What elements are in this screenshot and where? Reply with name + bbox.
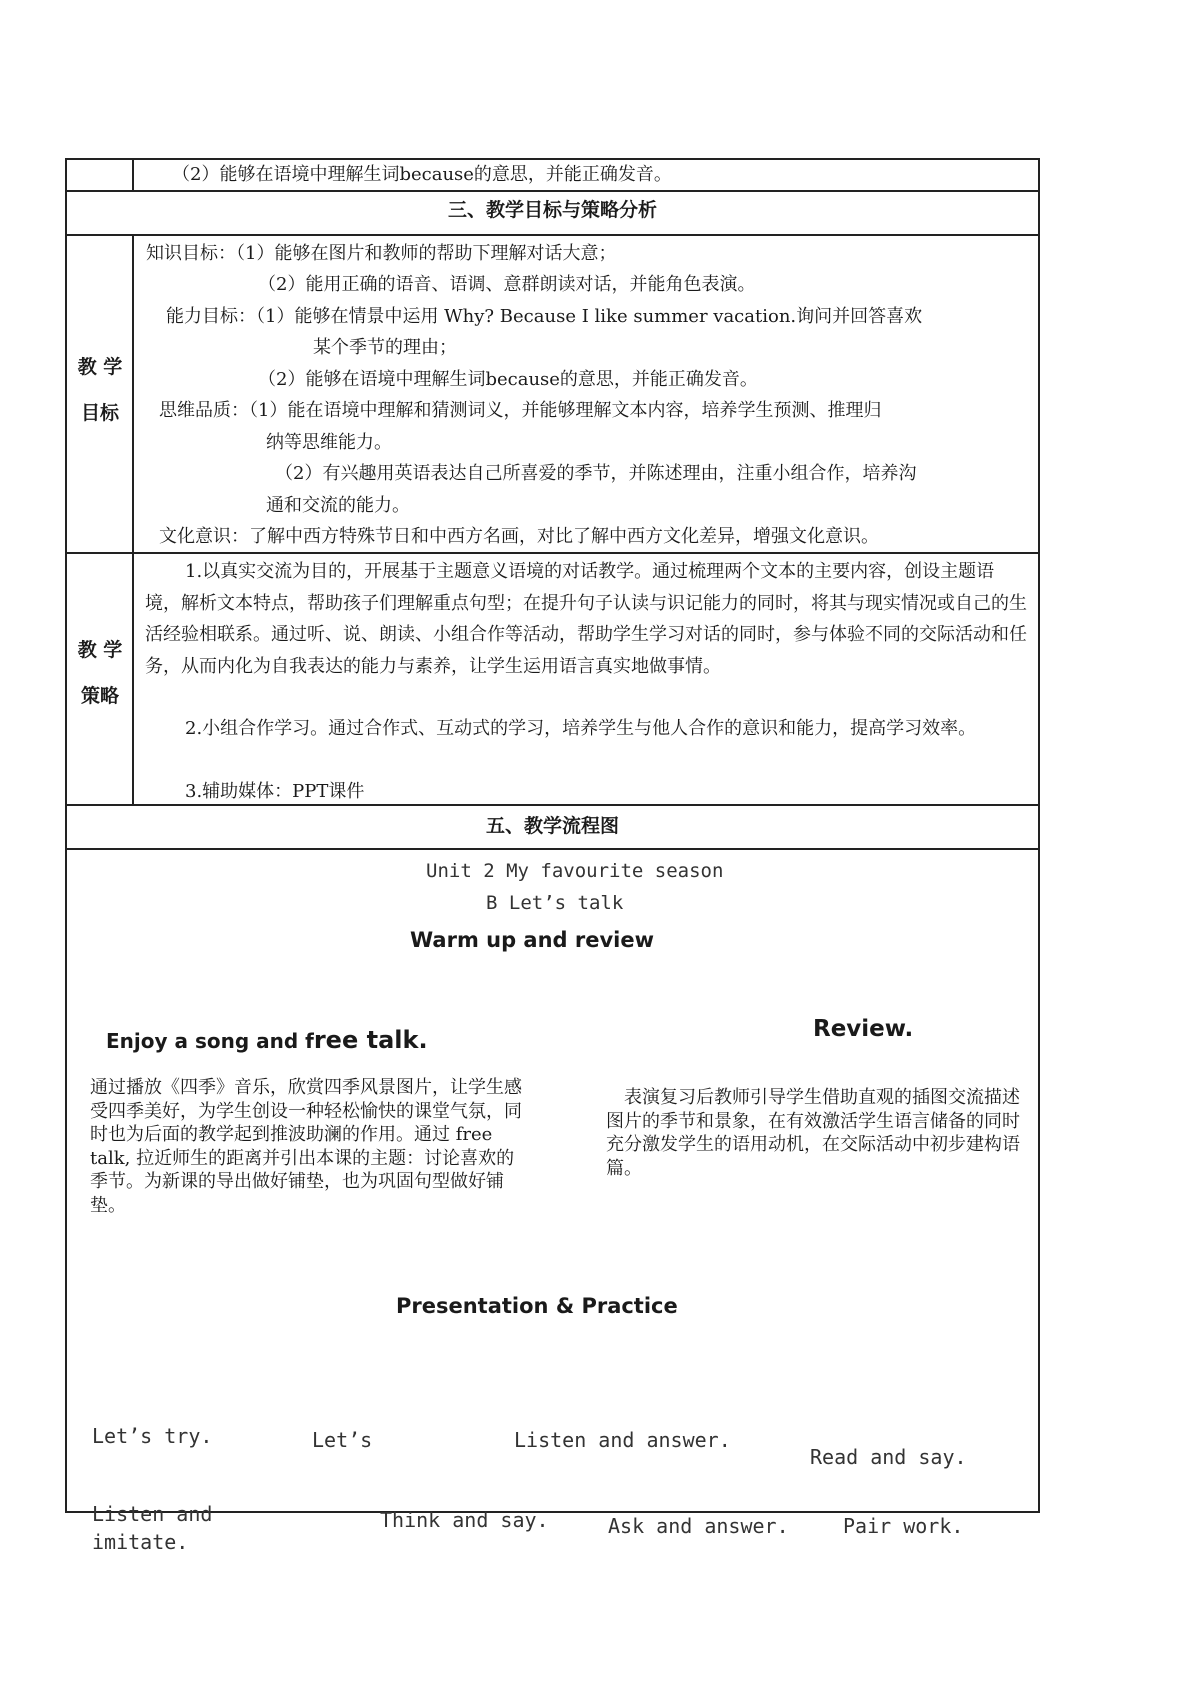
section-heading: 五、教学流程图 bbox=[485, 815, 619, 837]
table-rule bbox=[66, 552, 1039, 554]
label-column-divider bbox=[132, 158, 134, 191]
objective-line: 纳等思维能力。 bbox=[266, 432, 392, 453]
objective-line: 思维品质：（1）能在语境中理解和猜测词义，并能够理解文本内容，培养学生预测、推理归 bbox=[159, 400, 882, 421]
enjoy-song-description: 通过播放《四季》音乐，欣赏四季风景图片，让学生感受四季美好，为学生创设一种轻松愉快的课堂气氛，同时也为后面的教学起到推波助澜的作用。通过 free talk, 拉近师生的距离并引出本课的主题：讨论喜欢的季节。为新课的导出做好铺垫，也为巩固句型做好铺垫。 bbox=[90, 1077, 522, 1216]
lesson-title: B Let’s talk bbox=[486, 892, 624, 914]
strategy-paragraph: 3.辅助媒体：PPT课件 bbox=[185, 781, 365, 802]
table-rule bbox=[66, 234, 1039, 236]
objective-line: （2）能够在语境中理解生词because的意思，并能正确发音。 bbox=[258, 369, 758, 390]
objective-line: 能力目标：（1）能够在情景中运用 Why? Because I like summer vacation.询问并回答喜欢 bbox=[166, 306, 923, 327]
step-think-say: Think and say. bbox=[380, 1508, 549, 1532]
review-title: Review. bbox=[813, 1016, 914, 1042]
objective-line: 某个季节的理由； bbox=[313, 337, 457, 358]
table-rule bbox=[66, 190, 1039, 192]
label-column-divider bbox=[132, 234, 134, 805]
row-label-strategy: 教 学 策略 bbox=[77, 639, 123, 707]
step-pair-work: Pair work. bbox=[843, 1514, 964, 1538]
continuation-row-text: （2）能够在语境中理解生词because的意思，并能正确发音。 bbox=[172, 164, 672, 185]
table-border-top bbox=[66, 158, 1039, 160]
unit-title: Unit 2 My favourite season bbox=[426, 860, 724, 882]
step-listen-answer: Listen and answer. bbox=[514, 1428, 731, 1452]
step-listen-imitate: Listen and imitate. bbox=[92, 1502, 213, 1554]
table-rule bbox=[66, 848, 1039, 850]
row-label-objectives: 教 学 目标 bbox=[77, 356, 123, 424]
review-description: 表演复习后教师引导学生借助直观的插图交流描述图片的季节和景象，在有效激活学生语言储备的同时充分激发学生的语用动机，在交际活动中初步建构语篇。 bbox=[606, 1087, 1020, 1179]
warm-up-title: Warm up and review bbox=[410, 928, 655, 952]
section-heading: 三、教学目标与策略分析 bbox=[447, 199, 657, 221]
step-lets-talk: Let’s bbox=[312, 1428, 373, 1452]
strategy-paragraph: 2.小组合作学习。通过合作式、互动式的学习，培养学生与他人合作的意识和能力，提高学习效率。 bbox=[185, 718, 977, 739]
presentation-practice-title: Presentation & Practice bbox=[396, 1294, 678, 1318]
objective-line: （2）能用正确的语音、语调、意群朗读对话，并能角色表演。 bbox=[258, 274, 756, 295]
step-read-say: Read and say. bbox=[810, 1445, 967, 1469]
objective-line: （2）有兴趣用英语表达自己所喜爱的季节，并陈述理由，注重小组合作，培养沟 bbox=[275, 463, 917, 484]
enjoy-song-title: Enjoy a song and free talk. bbox=[106, 1026, 428, 1054]
objective-line: 知识目标：（1）能够在图片和教师的帮助下理解对话大意； bbox=[146, 243, 617, 264]
step-ask-answer: Ask and answer. bbox=[608, 1514, 789, 1538]
step-lets-try: Let’s try. bbox=[92, 1424, 213, 1448]
objective-line: 文化意识：了解中西方特殊节日和中西方名画，对比了解中西方文化差异，增强文化意识。 bbox=[159, 526, 879, 547]
strategy-paragraph: 1.以真实交流为目的，开展基于主题意义语境的对话教学。通过梳理两个文本的主要内容，创设主题语境，解析文本特点，帮助孩子们理解重点句型；在提升句子认读与识记能力的同时，将其与现实情况或自己的生活经验相联系。通过听、说、朗读、小组合作等活动，帮助学生学习对话的同时，参与体验不同的交际活动和任务，从而内化为自我表达的能力与素养，让学生运用语言真实地做事情。 bbox=[145, 561, 1027, 677]
objective-line: 通和交流的能力。 bbox=[266, 495, 410, 516]
